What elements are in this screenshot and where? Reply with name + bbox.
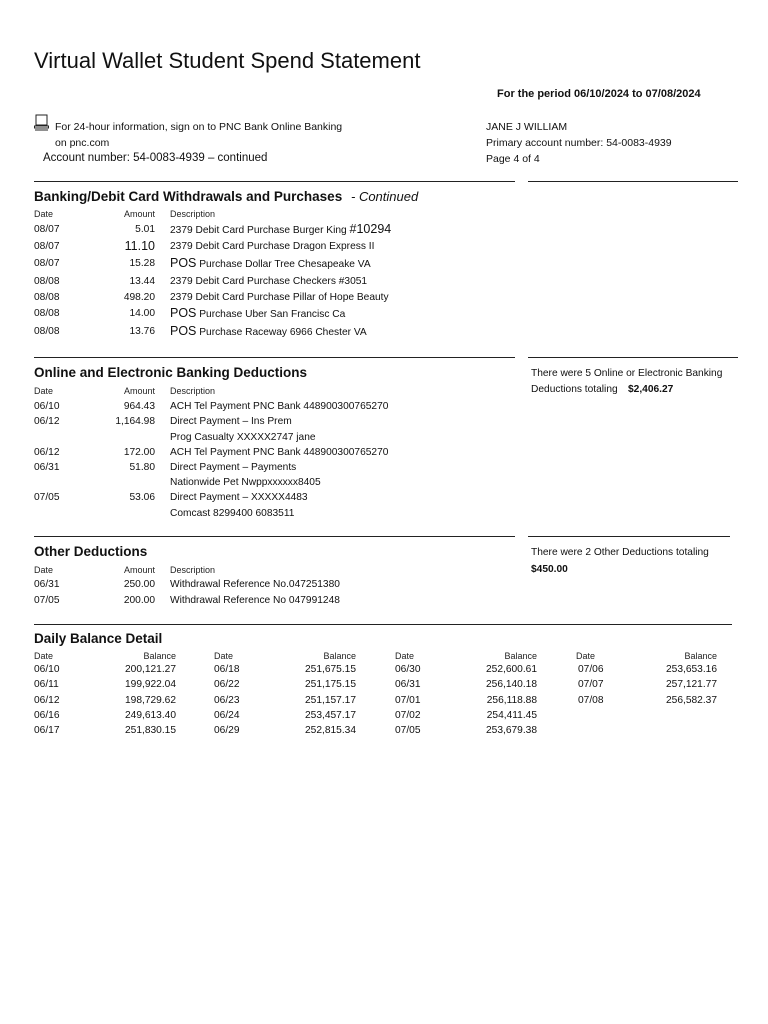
description-text: Purchase Uber San Francisc Ca	[196, 309, 346, 320]
section-divider	[34, 181, 515, 182]
row-amount: 1,164.98	[115, 416, 155, 427]
balance-amount: 200,121.27	[125, 664, 176, 675]
row-description: Withdrawal Reference No.047251380	[170, 579, 340, 590]
online-summary-total: $2,406.27	[628, 384, 674, 395]
pos-label: POS	[170, 306, 197, 320]
row-date: 08/07	[34, 224, 60, 235]
card-section-title: Banking/Debit Card Withdrawals and Purchases	[34, 189, 343, 204]
balance-amount: 253,457.17	[305, 710, 356, 721]
column-header-date: Date	[34, 565, 54, 575]
balance-date: 06/22	[214, 679, 240, 690]
row-amount: 11.10	[124, 239, 155, 253]
description-text: 2379 Debit Card Purchase Burger King	[170, 225, 350, 236]
row-description: Direct Payment – XXXXX4483	[170, 492, 308, 503]
row-date: 06/31	[34, 462, 60, 473]
column-header-date: Date	[34, 386, 54, 396]
row-date: 08/08	[34, 276, 60, 287]
online-summary-label: Deductions totaling	[531, 384, 618, 395]
balance-amount: 253,679.38	[486, 725, 537, 736]
balance-amount: 257,121.77	[666, 679, 717, 690]
primary-account-number: Primary account number: 54-0083-4939	[486, 137, 672, 149]
row-description: Direct Payment – Payments	[170, 462, 297, 473]
row-amount: 51.80	[129, 462, 155, 473]
column-header-amount: Amount	[124, 565, 156, 575]
other-summary-total: $450.00	[531, 564, 568, 575]
row-date: 07/05	[34, 595, 60, 606]
balance-date: 06/10	[34, 664, 60, 675]
column-header-amount: Amount	[124, 386, 156, 396]
other-summary-text: There were 2 Other Deductions totaling	[531, 547, 709, 558]
balance-date: 07/08	[578, 695, 604, 706]
row-date: 06/12	[34, 416, 60, 427]
row-amount: 250.00	[123, 579, 155, 590]
row-amount: 172.00	[123, 447, 155, 458]
row-date: 07/05	[34, 492, 60, 503]
balance-amount: 254,411.45	[486, 710, 537, 721]
balance-amount: 249,613.40	[125, 710, 176, 721]
card-section-continued: - Continued	[351, 189, 419, 204]
row-amount: 200.00	[123, 595, 155, 606]
row-amount: 498.20	[123, 292, 155, 303]
online-section-title: Online and Electronic Banking Deductions	[34, 365, 308, 380]
description-text: 2379 Debit Card Purchase Checkers #3051	[170, 276, 368, 287]
row-description: Withdrawal Reference No 047991248	[170, 595, 340, 606]
row-date: 06/12	[34, 447, 60, 458]
balance-date: 07/02	[395, 710, 421, 721]
row-amount: 5.01	[135, 224, 155, 235]
other-section-title: Other Deductions	[34, 544, 148, 559]
pos-label: POS	[170, 324, 197, 338]
row-description: Prog Casualty XXXXX2747 jane	[170, 432, 316, 443]
row-date: 08/07	[34, 258, 60, 269]
column-header-description: Description	[170, 386, 216, 396]
section-divider	[528, 181, 738, 182]
online-summary-text: There were 5 Online or Electronic Banking	[531, 368, 723, 379]
section-divider	[34, 536, 515, 537]
row-amount: 53.06	[129, 492, 155, 503]
statement-title: Virtual Wallet Student Spend Statement	[34, 48, 421, 73]
column-header-balance: Balance	[504, 651, 537, 661]
account-number-line: Account number: 54-0083-4939 – continued	[43, 152, 268, 164]
column-header-balance: Balance	[684, 651, 717, 661]
balance-date: 07/06	[578, 664, 604, 675]
balance-amount: 198,729.62	[125, 695, 176, 706]
pos-label: POS	[170, 256, 197, 270]
daily-balance-title: Daily Balance Detail	[34, 631, 163, 646]
section-divider	[528, 536, 730, 537]
balance-date: 06/12	[34, 695, 60, 706]
balance-date: 06/11	[34, 679, 59, 690]
column-header-date: Date	[34, 651, 54, 661]
balance-date: 07/01	[395, 695, 421, 706]
balance-amount: 251,830.15	[125, 725, 176, 736]
row-date: 08/08	[34, 326, 60, 337]
balance-date: 06/18	[214, 664, 240, 675]
balance-amount: 252,600.61	[486, 664, 537, 675]
balance-amount: 253,653.16	[666, 664, 717, 675]
column-header-date: Date	[576, 651, 596, 661]
row-description	[170, 276, 367, 287]
row-date: 08/07	[34, 241, 60, 252]
row-description: ACH Tel Payment PNC Bank 448900300765270	[170, 447, 389, 458]
column-header-date: Date	[34, 209, 54, 219]
balance-date: 06/30	[395, 664, 421, 675]
description-text: 2379 Debit Card Purchase Pillar of Hope Beauty	[170, 292, 389, 303]
balance-date: 06/17	[34, 725, 60, 736]
column-header-date: Date	[214, 651, 234, 661]
computer-icon	[34, 114, 49, 132]
description-text: 2379 Debit Card Purchase Dragon Express II	[170, 241, 375, 252]
description-text: Purchase Dollar Tree Chesapeake VA	[196, 259, 371, 270]
row-description	[170, 256, 371, 270]
customer-name: JANE J WILLIAM	[486, 121, 568, 133]
row-description	[170, 222, 391, 236]
page-number: Page 4 of 4	[486, 153, 540, 165]
balance-amount: 251,175.15	[305, 679, 356, 690]
balance-date: 06/24	[214, 710, 240, 721]
online-banking-url: on pnc.com	[55, 137, 110, 149]
column-header-balance: Balance	[143, 651, 176, 661]
column-header-balance: Balance	[323, 651, 356, 661]
balance-date: 06/31	[395, 679, 421, 690]
statement-period: For the period 06/10/2024 to 07/08/2024	[497, 88, 701, 100]
row-date: 08/08	[34, 308, 60, 319]
online-banking-info: For 24-hour information, sign on to PNC Bank Online Banking	[55, 121, 343, 133]
balance-date: 06/16	[34, 710, 60, 721]
balance-date: 06/29	[214, 725, 240, 736]
section-divider	[34, 624, 732, 625]
balance-date: 07/07	[578, 679, 604, 690]
balance-date: 06/23	[214, 695, 240, 706]
section-divider	[34, 357, 515, 358]
column-header-description: Description	[170, 209, 216, 219]
column-header-description: Description	[170, 565, 216, 575]
balance-amount: 252,815.34	[305, 725, 356, 736]
column-header-date: Date	[395, 651, 415, 661]
balance-amount: 256,582.37	[666, 695, 717, 706]
balance-amount: 256,140.18	[486, 679, 537, 690]
row-description: Direct Payment – Ins Prem	[170, 416, 292, 427]
row-description: ACH Tel Payment PNC Bank 448900300765270	[170, 401, 389, 412]
description-text: Purchase Raceway 6966 Chester VA	[196, 327, 367, 338]
row-description: Nationwide Pet Nwppxxxxxx8405	[170, 477, 321, 488]
row-description	[170, 306, 345, 320]
row-description	[170, 292, 389, 303]
row-date: 08/08	[34, 292, 60, 303]
row-date: 06/31	[34, 579, 60, 590]
store-number: #10294	[349, 222, 392, 236]
column-header-amount: Amount	[124, 209, 156, 219]
row-description	[170, 241, 374, 252]
section-divider	[528, 357, 738, 358]
row-amount: 14.00	[129, 308, 155, 319]
row-date: 06/10	[34, 401, 60, 412]
balance-amount: 199,922.04	[125, 679, 176, 690]
row-amount: 964.43	[123, 401, 155, 412]
balance-amount: 256,118.88	[486, 695, 537, 706]
row-amount: 13.44	[129, 276, 155, 287]
balance-amount: 251,157.17	[305, 695, 356, 706]
row-description	[170, 324, 367, 338]
row-amount: 13.76	[129, 326, 155, 337]
balance-amount: 251,675.15	[305, 664, 356, 675]
row-amount: 15.28	[129, 258, 155, 269]
row-description: Comcast 8299400 6083511	[170, 508, 295, 519]
balance-date: 07/05	[395, 725, 421, 736]
